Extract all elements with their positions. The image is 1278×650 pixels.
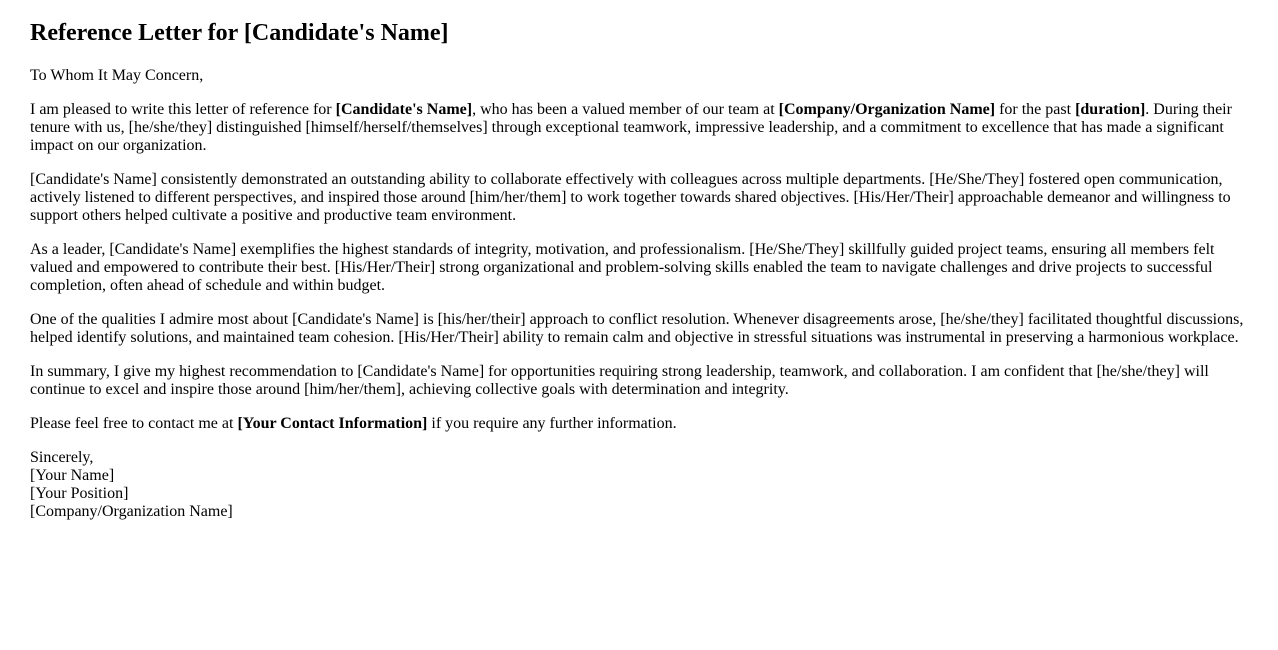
bold-placeholder: [Your Contact Information] bbox=[237, 415, 428, 432]
letter-paragraph bbox=[30, 101, 1248, 155]
paragraph-text: for the past bbox=[995, 101, 1076, 118]
signature-line: [Your Position] bbox=[30, 485, 129, 502]
salutation: To Whom It May Concern, bbox=[30, 67, 204, 84]
bold-placeholder: [Candidate's Name] bbox=[335, 101, 473, 118]
paragraph-text: if you require any further information. bbox=[427, 415, 677, 432]
paragraph-text: One of the qualities I admire most about [Candidate's Name] is [his/her/their] approach to conflict resolution. Whenever disagreements arose, [he/she/they] facilitated thoughtful discussions, helped identify solutions, and maintained team cohesion. [His/Her/Their] ability to remain calm and objective in stressful situations was instrumental in preserving a harmonious workplace. bbox=[30, 311, 1244, 346]
bold-placeholder: [Company/Organization Name] bbox=[778, 101, 996, 118]
paragraph-text: Please feel free to contact me at bbox=[30, 415, 238, 432]
letter-paragraph bbox=[30, 363, 1248, 399]
signature-line: Sincerely, bbox=[30, 449, 94, 466]
letter-paragraph bbox=[30, 171, 1248, 225]
paragraph-text: In summary, I give my highest recommendation to [Candidate's Name] for opportunities requiring strong leadership, teamwork, and collaboration. I am confident that [he/she/they] will continue to excel and inspire those around [him/her/them], achieving collective goals with determination and integrity. bbox=[30, 363, 1209, 398]
bold-placeholder: [duration] bbox=[1075, 101, 1146, 118]
signature-block bbox=[30, 449, 1248, 521]
letter-paragraph bbox=[30, 241, 1248, 295]
letter-paragraph bbox=[30, 415, 1248, 433]
paragraph-text: [Candidate's Name] consistently demonstrated an outstanding ability to collaborate effectively with colleagues across multiple departments. [He/She/They] fostered open communication, actively listened to different perspectives, and inspired those around [him/her/them] to work together towards shared objectives. [His/Her/Their] approachable demeanor and willingness to support others helped cultivate a positive and productive team environment. bbox=[30, 171, 1231, 224]
document-page bbox=[30, 20, 1248, 521]
signature-line: [Company/Organization Name] bbox=[30, 503, 233, 520]
paragraph-text: I am pleased to write this letter of reference for bbox=[30, 101, 336, 118]
signature-line: [Your Name] bbox=[30, 467, 115, 484]
paragraph-text: . During their tenure with us, [he/she/they] distinguished [himself/herself/themselves] through exceptional teamwork, impressive leadership, and a commitment to excellence that has made a significant impact on our organization. bbox=[30, 101, 1232, 154]
letter-body bbox=[30, 101, 1248, 433]
paragraph-text: As a leader, [Candidate's Name] exemplifies the highest standards of integrity, motivation, and professionalism. [He/She/They] skillfully guided project teams, ensuring all members felt valued and empowered to contribute their best. [His/Her/Their] strong organizational and problem-solving skills enabled the team to navigate challenges and drive projects to successful completion, often ahead of schedule and within budget. bbox=[30, 241, 1215, 294]
letter-paragraph bbox=[30, 311, 1248, 347]
paragraph-text: , who has been a valued member of our team at bbox=[472, 101, 779, 118]
letter-title: Reference Letter for [Candidate's Name] bbox=[30, 20, 449, 46]
signature-lines bbox=[30, 449, 1248, 521]
